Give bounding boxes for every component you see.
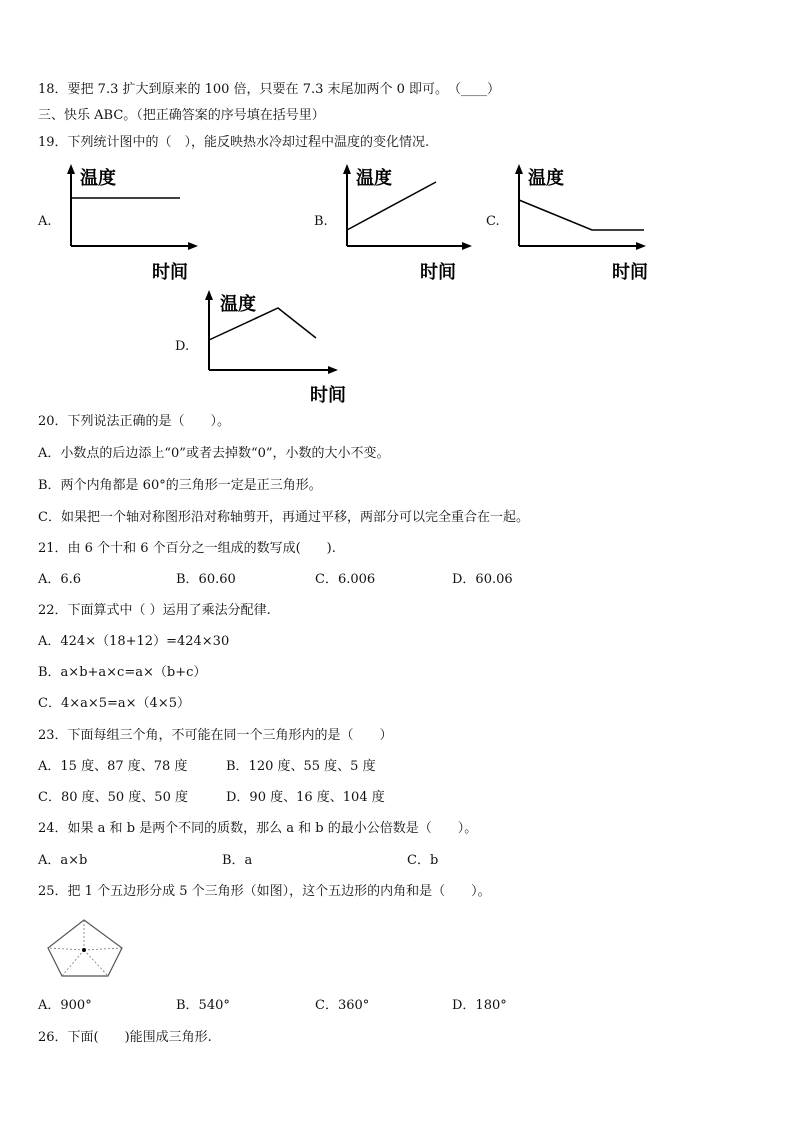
- graph-a-x-arrow: [188, 242, 198, 250]
- question-24-stem: 24．如果 a 和 b 是两个不同的质数，那么 a 和 b 的最小公倍数是（ ）。: [38, 821, 478, 836]
- question-21-stem: 21．由 6 个十和 6 个百分之一组成的数写成( ).: [38, 541, 336, 556]
- q22-option-a: A．424×（18+12）=424×30: [38, 634, 230, 649]
- graph-a-y-arrow: [67, 164, 75, 174]
- graph-b-x-arrow: [462, 242, 472, 250]
- graph-d-x-arrow: [328, 366, 338, 374]
- q25-option-c: C．360°: [315, 998, 370, 1013]
- question-25-stem: 25．把 1 个五边形分成 5 个三角形（如图），这个五边形的内角和是（ ）。: [38, 884, 491, 899]
- question-26-stem: 26．下面( )能围成三角形.: [38, 1030, 212, 1045]
- graph-d-xlabel: 时间: [310, 385, 346, 406]
- graph-b: [336, 162, 486, 282]
- q21-option-b: B．60.60: [176, 572, 236, 587]
- q21-option-a: A．6.6: [38, 572, 82, 587]
- q20-option-a: A．小数点的后边添上“0”或者去掉数“0”，小数的大小不变。: [38, 446, 390, 461]
- graph-b-xlabel: 时间: [420, 262, 456, 282]
- q23-option-b: B．120 度、55 度、5 度: [226, 759, 376, 774]
- graph-c-xlabel: 时间: [612, 262, 648, 282]
- graph-b-y-arrow: [343, 164, 351, 174]
- graph-c-y-arrow: [515, 164, 523, 174]
- graph-d-y-arrow: [205, 290, 213, 300]
- pentagon-outline: [48, 920, 122, 976]
- graph-a-xlabel: 时间: [152, 262, 188, 282]
- q24-option-a: A．a×b: [38, 853, 88, 868]
- q25-option-d: D．180°: [452, 998, 507, 1013]
- graph-c-x-arrow: [636, 242, 646, 250]
- graph-d: [198, 288, 358, 408]
- graph-c-ylabel: 温度: [528, 168, 564, 189]
- q19-option-c-label: C.: [486, 214, 500, 229]
- question-20-stem: 20．下列说法正确的是（ ）。: [38, 414, 231, 429]
- graph-d-ylabel: 温度: [220, 294, 256, 315]
- q22-option-c: C．4×a×5=a×（4×5）: [38, 696, 190, 711]
- pentagon-figure: [40, 914, 130, 984]
- q23-option-d: D．90 度、16 度、104 度: [226, 790, 385, 805]
- q20-option-c: C．如果把一个轴对称图形沿对称轴剪开，再通过平移，两部分可以完全重合在一起。: [38, 510, 529, 525]
- q25-option-a: A．900°: [38, 998, 92, 1013]
- graph-b-line: [347, 182, 436, 230]
- graph-a-ylabel: 温度: [80, 168, 116, 189]
- q19-option-b-label: B.: [314, 214, 328, 229]
- q22-option-b: B．a×b+a×c=a×（b+c）: [38, 665, 207, 680]
- question-18: 18．要把 7.3 扩大到原来的 100 倍，只要在 7.3 末尾加两个 0 即可。 （____）: [38, 82, 501, 97]
- pentagon-dividers: [48, 920, 122, 976]
- q21-option-c: C．6.006: [315, 572, 376, 587]
- q20-option-b: B．两个内角都是 60°的三角形一定是正三角形。: [38, 478, 322, 493]
- section-heading: 三、快乐 ABC。（把正确答案的序号填在括号里）: [38, 108, 325, 123]
- graph-c: [508, 162, 658, 282]
- question-22-stem: 22．下面算式中（ ）运用了乘法分配律.: [38, 603, 271, 618]
- q19-option-d-label: D.: [175, 339, 190, 354]
- q23-option-c: C．80 度、50 度、50 度: [38, 790, 188, 805]
- graph-b-ylabel: 温度: [356, 168, 392, 189]
- q19-option-a-label: A.: [38, 214, 52, 229]
- question-23-stem: 23．下面每组三个角，不可能在同一个三角形内的是（ ）: [38, 728, 393, 743]
- graph-a: [60, 162, 210, 282]
- pentagon-center-point: [82, 948, 86, 952]
- q25-option-b: B．540°: [176, 998, 230, 1013]
- graph-c-line: [519, 200, 644, 230]
- q21-option-d: D．60.06: [452, 572, 513, 587]
- q23-option-a: A．15 度、87 度、78 度: [38, 759, 188, 774]
- q24-option-b: B．a: [222, 853, 253, 868]
- question-19-stem: 19．下列统计图中的（ ），能反映热水冷却过程中温度的变化情况.: [38, 135, 430, 150]
- q24-option-c: C．b: [407, 853, 439, 868]
